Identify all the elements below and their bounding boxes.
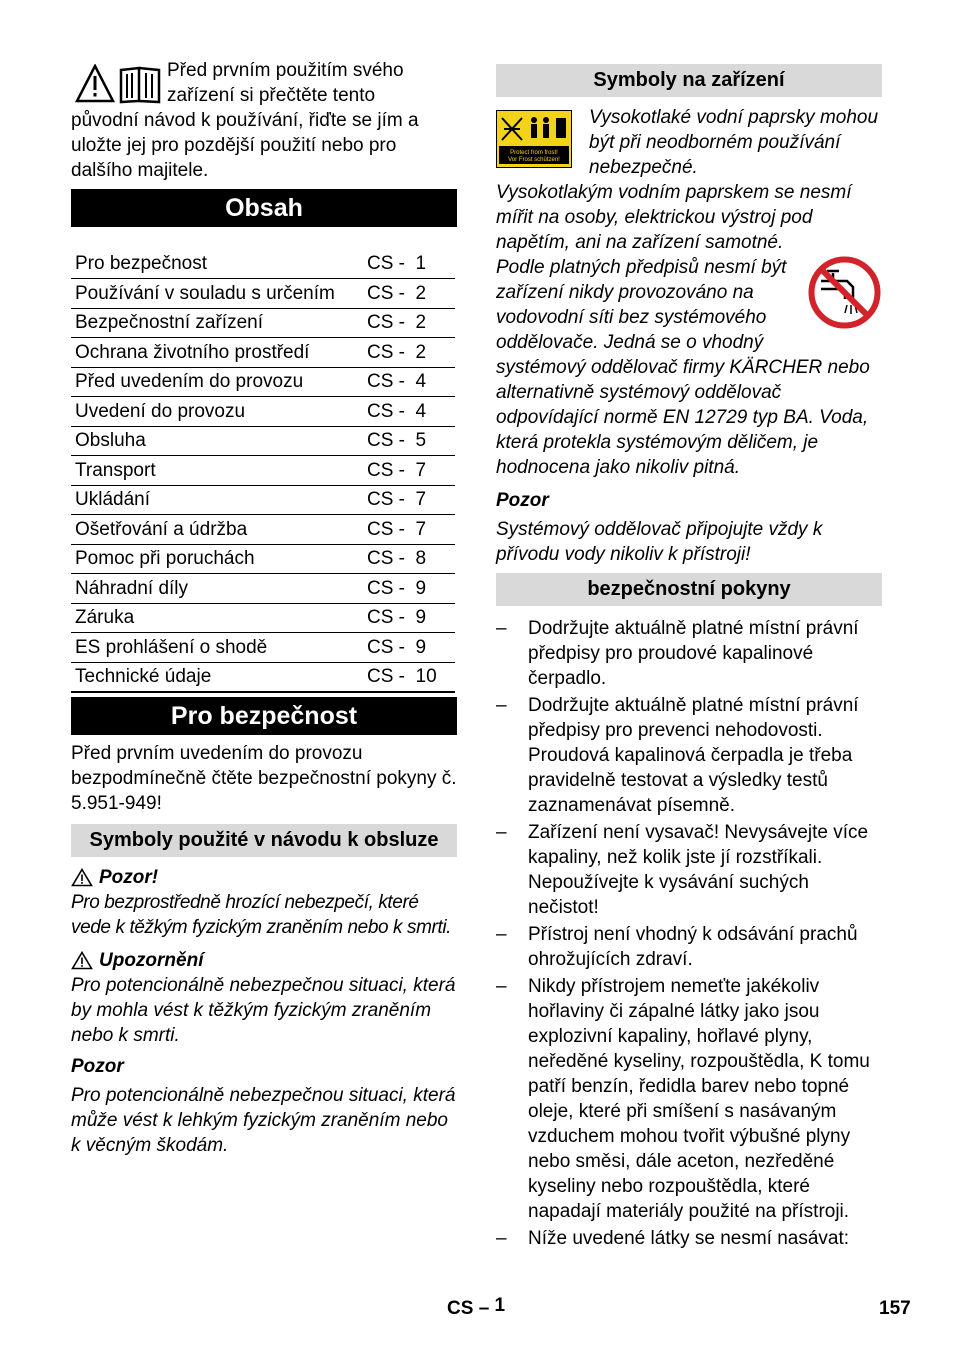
symbols-manual-heading: Symboly použité v návodu k obsluze bbox=[71, 824, 457, 857]
toc-entry-label: Náhradní díly bbox=[75, 577, 189, 599]
safety-instructions-heading: bezpečnostní pokyny bbox=[496, 573, 882, 606]
toc-entry-label: Používání v souladu s určením bbox=[75, 282, 335, 304]
footer-dash: – bbox=[478, 1298, 490, 1319]
warning-triangle-icon bbox=[71, 868, 93, 887]
toc-entry-label: Transport bbox=[75, 459, 156, 481]
caution-text: Pro potencionálně nebezpečnou situaci, která může vést k lehkým fyzickým zraněním nebo k věcným škodám. bbox=[71, 1084, 456, 1156]
jet-text: Vysokotlaké vodní paprsky mohou být při neodborném používání nebezpečné. bbox=[589, 107, 879, 178]
toc-entry-page: CS - 4 bbox=[367, 400, 427, 422]
toc-row bbox=[71, 426, 455, 456]
toc-entry-page: CS - 9 bbox=[367, 577, 427, 599]
device-caution-label: Pozor bbox=[496, 490, 549, 511]
toc-entry-page: CS - 7 bbox=[367, 459, 427, 481]
toc-entry-page: CS - 2 bbox=[367, 341, 427, 363]
toc-row bbox=[71, 574, 455, 604]
safety-heading: Pro bezpečnost bbox=[71, 697, 457, 735]
toc-entry-page: CS - 9 bbox=[367, 636, 427, 658]
list-item: – Přístroj není vhodný k odsávání prachů ohrožujících zdraví. bbox=[496, 922, 882, 972]
jet-text-continued: Vysokotlakým vodním paprskem se nesmí mířit na osoby, elektrickou výstroj pod napětím, ani na zařízení samotné. bbox=[496, 182, 852, 253]
high-pressure-sticker-icon bbox=[496, 110, 572, 168]
toc-row bbox=[71, 603, 455, 633]
toc-entry-page: CS - 2 bbox=[367, 312, 427, 334]
safety-intro: Před prvním uvedením do provozu bezpodmínečně čtěte bezpečnostní pokyny č. 5.951-949! bbox=[71, 742, 457, 814]
toc-row bbox=[71, 338, 455, 368]
toc-row bbox=[71, 485, 455, 515]
danger-text: Pro bezprostředně hrozící nebezpečí, které vede k těžkým fyzickým zraněním nebo k smrti. bbox=[71, 891, 452, 938]
intro-line: původní návod k používání, řiďte se jím a bbox=[71, 110, 419, 131]
toc-entry-page: CS - 4 bbox=[367, 371, 427, 393]
toc-row bbox=[71, 367, 455, 397]
toc-entry-page: CS - 10 bbox=[367, 666, 437, 687]
device-caution-text: Systémový oddělovač připojujte vždy k přívodu vody nikoliv k přístroji! bbox=[496, 519, 823, 565]
toc-entry-label: Ukládání bbox=[75, 489, 150, 511]
footer-section-page: 1 bbox=[494, 1295, 506, 1316]
toc-entry-label: Před uvedením do provozu bbox=[75, 371, 304, 393]
warning-label: Upozornění bbox=[99, 949, 204, 971]
toc-entry-page: CS - 1 bbox=[367, 253, 427, 274]
danger-label-row bbox=[71, 865, 457, 890]
footer-section-code: CS bbox=[447, 1298, 474, 1319]
list-item: – Dodržujte aktuálně platné místní právní předpisy pro proudové kapalinové čerpadlo. bbox=[496, 616, 882, 691]
toc-entry-page: CS - 7 bbox=[367, 489, 427, 511]
toc-entry-label: Pomoc při poruchách bbox=[75, 548, 255, 570]
right-column bbox=[496, 58, 882, 1253]
toc-heading: Obsah bbox=[71, 189, 457, 227]
warning-triangle-icon bbox=[71, 951, 93, 970]
toc-row bbox=[71, 249, 455, 279]
intro-line: Před prvním použitím svého bbox=[167, 60, 404, 81]
sticker-text: Vor Frost schützen! bbox=[508, 157, 560, 163]
toc-entry-page: CS - 5 bbox=[367, 430, 427, 452]
toc-row bbox=[71, 515, 455, 545]
list-item: – Zařízení není vysavač! Nevysávejte více kapaliny, než kolik jste jí rozstříkali. Nepoužívejte k vysávání suchých nečistot! bbox=[496, 820, 882, 920]
intro-line: uložte jej pro pozdější použití nebo pro bbox=[71, 135, 397, 156]
toc-entry-label: Bezpečnostní zařízení bbox=[75, 312, 263, 334]
toc-entry-label: ES prohlášení o shodě bbox=[75, 636, 268, 658]
safety-instructions-list bbox=[496, 616, 882, 1251]
toc-entry-page: CS - 7 bbox=[367, 518, 427, 540]
caution-label: Pozor bbox=[71, 1055, 124, 1077]
toc-row bbox=[71, 397, 455, 427]
intro-notice bbox=[71, 58, 457, 183]
separator-block bbox=[496, 255, 882, 480]
warning-label-row bbox=[71, 948, 457, 973]
toc-row bbox=[71, 544, 455, 574]
toc-entry-label: Pro bezpečnost bbox=[75, 253, 208, 274]
toc-entry-page: CS - 2 bbox=[367, 282, 427, 304]
list-item: – Nikdy přístrojem nemeťte jakékoliv hořlaviny či zápalné látky jako jsou explozivní kapaliny, hořlavé plyny, neředěné kyseliny, rozpouštědla, K tomu patří benzín, ředidla barev nebo topné oleje, které při smíšení s nasávaným vzduchem mohou tvořit výbušné plyny nebo směsi, dále aceton, nezředěné kyseliny nebo rozpouštědla, které napadají materiály použité na přístroji. bbox=[496, 974, 882, 1224]
toc-entry-page: CS - 9 bbox=[367, 607, 427, 629]
sticker-text: Protect from frost! bbox=[510, 150, 558, 156]
intro-line: zařízení si přečtěte tento bbox=[167, 85, 376, 106]
toc-row bbox=[71, 662, 455, 692]
toc-row bbox=[71, 308, 455, 338]
no-drinking-water-connection-icon bbox=[807, 255, 882, 330]
toc-entry-label: Ošetřování a údržba bbox=[75, 518, 248, 540]
toc-entry-label: Záruka bbox=[75, 607, 135, 629]
toc-row bbox=[71, 633, 455, 663]
list-item: – Dodržujte aktuálně platné místní právní předpisy pro prevenci nehodovosti. Proudová kapalinová čerpadla je třeba pravidelně testovat a výsledky testů zaznamenávat písemně. bbox=[496, 693, 882, 818]
toc-entry-page: CS - 8 bbox=[367, 548, 427, 570]
jet-warning-block bbox=[496, 105, 882, 180]
page-number: 157 bbox=[879, 1298, 911, 1319]
toc-entry-label: Ochrana životního prostředí bbox=[75, 341, 310, 363]
device-symbols-heading: Symboly na zařízení bbox=[496, 64, 882, 97]
toc-row bbox=[71, 456, 455, 486]
left-column bbox=[71, 58, 457, 1158]
toc-entry-label: Uvedení do provozu bbox=[75, 400, 246, 422]
toc-entry-label: Technické údaje bbox=[75, 666, 212, 687]
warning-manual-icon bbox=[75, 64, 163, 104]
footer-section bbox=[447, 1296, 505, 1321]
danger-label: Pozor! bbox=[99, 866, 159, 888]
toc-row bbox=[71, 279, 455, 309]
intro-line: dalšího majitele. bbox=[71, 160, 209, 181]
list-item: – Níže uvedené látky se nesmí nasávat: bbox=[496, 1226, 882, 1251]
separator-text: Podle platných předpisů nesmí být zařízení nikdy provozováno na vodovodní síti bez systémového oddělovače. Jedná se o vhodný systémový oddělovač firmy KÄRCHER nebo alternativně systémový oddělovač odpovídající normě EN 12729 typ BA. Voda, která protekla systémovým děličem, je hodnocena jako nikoliv pitná. bbox=[496, 257, 870, 478]
toc-table bbox=[71, 249, 455, 693]
toc-entry-label: Obsluha bbox=[75, 430, 146, 452]
warning-text: Pro potencionálně nebezpečnou situaci, která by mohla vést k těžkým fyzickým zraněním nebo k smrti. bbox=[71, 974, 456, 1046]
